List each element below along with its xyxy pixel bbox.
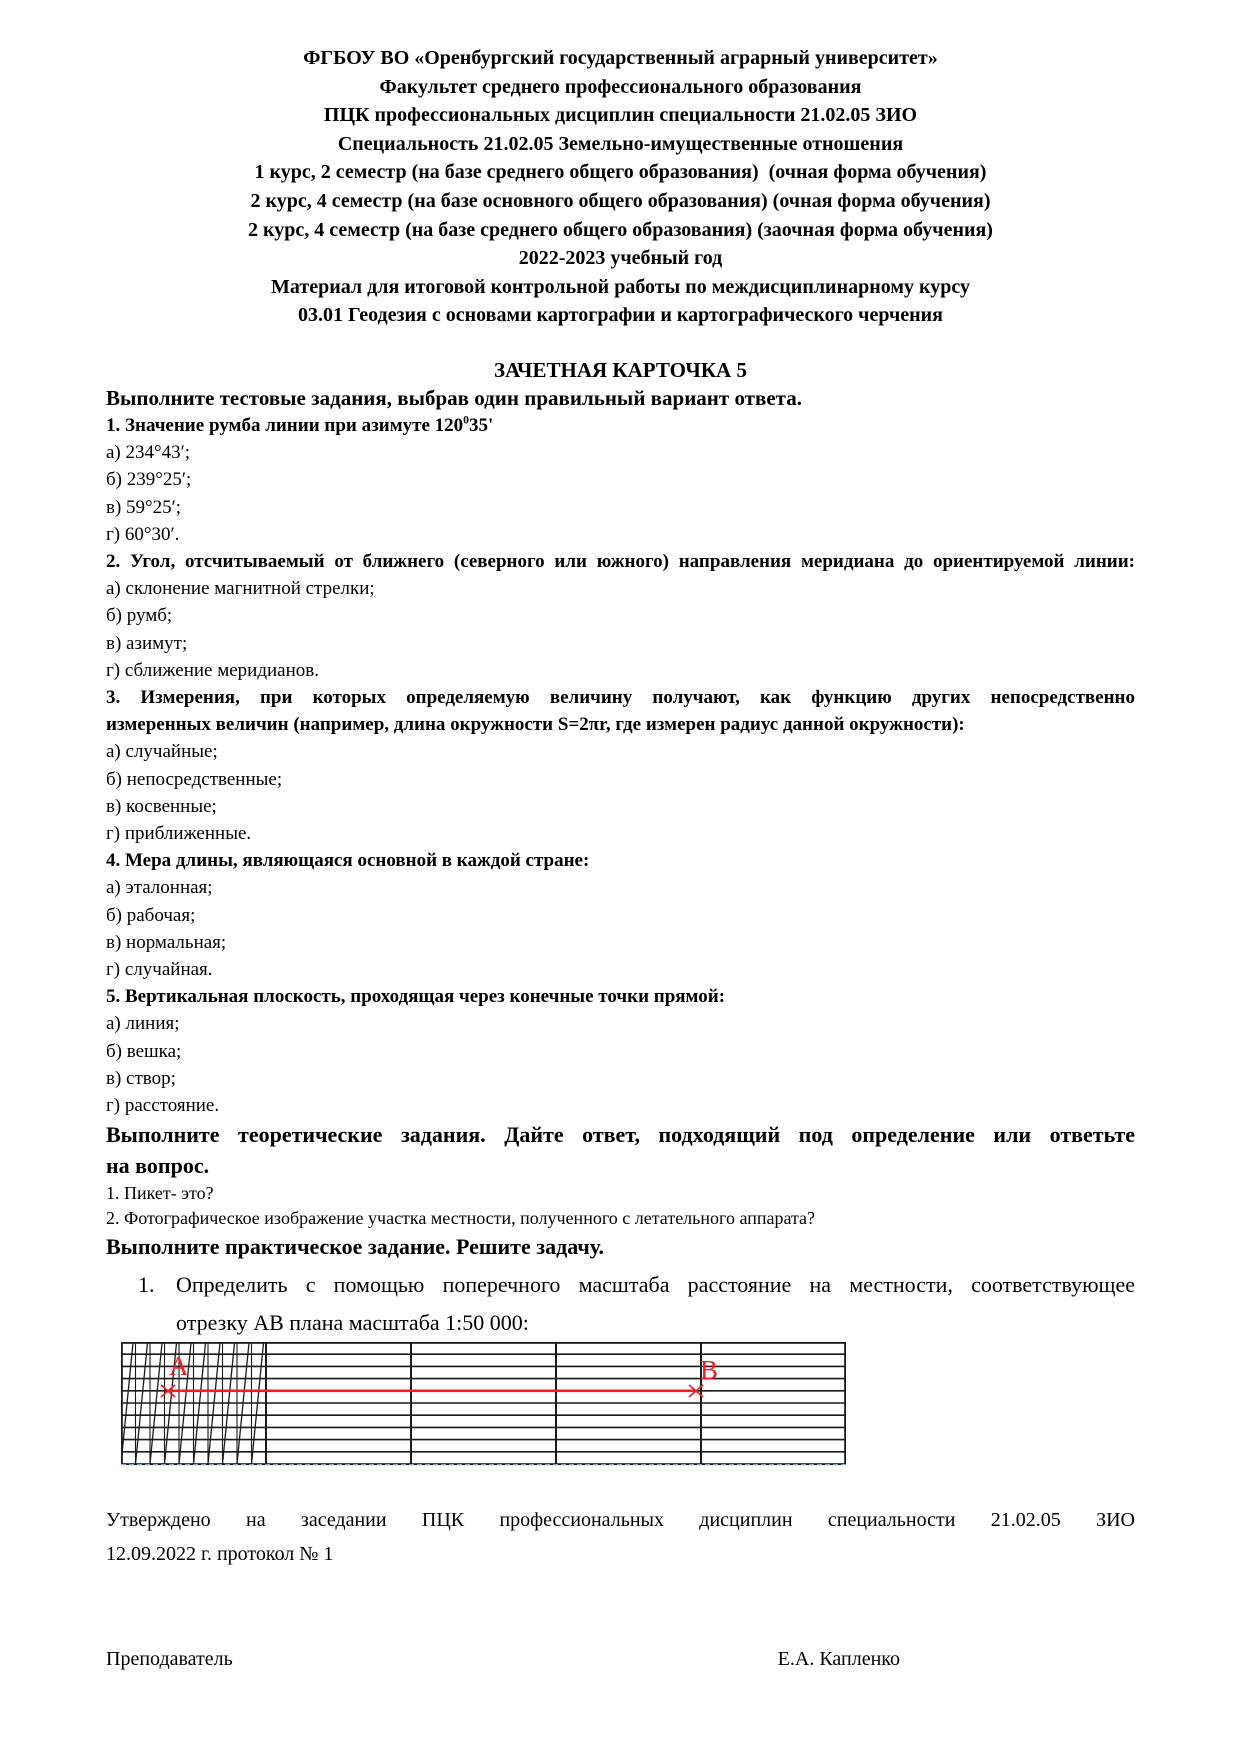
practical-item-line-1: Определить с помощью поперечного масштаба расстояние на местности, соответствующее [176, 1272, 1135, 1298]
practical-item-line-2: отрезку АВ плана масштаба 1:50 000: [176, 1310, 529, 1336]
point-b-label: В [700, 1355, 719, 1386]
question-2-text: 2. Угол, отсчитываемый от ближнего (северного или южного) направления меридиана до ориентируемой линии: [106, 550, 1135, 572]
question-5-text: 5. Вертикальная плоскость, проходящая через конечные точки прямой: [106, 986, 726, 1008]
question-4-text: 4. Мера длины, являющаяся основной в каждой стране: [106, 850, 590, 872]
header-line-year: 2022-2023 учебный год [518, 247, 723, 270]
question-2-option-a: а) склонение магнитной стрелки; [106, 578, 375, 600]
theory-question-1: 1. Пикет- это? [106, 1183, 214, 1204]
question-1-text-after: 35' [469, 414, 494, 436]
question-2-option-v: в) азимут; [106, 632, 188, 654]
transverse-scale-diagram [121, 1342, 1135, 1471]
approval-note [106, 1503, 1135, 1571]
question-3-text [106, 684, 1135, 738]
question-3-line-2: измеренных величин (например, длина окружности S=2πr, где измерен радиус данной окружности): [106, 714, 965, 736]
header-line-university: ФГБОУ ВО «Оренбургский государственный аграрный университет» [303, 47, 938, 69]
segment-ab [161, 1385, 703, 1397]
question-3-option-a: а) случайные; [106, 741, 218, 763]
signature-row [106, 1646, 1135, 1672]
question-1-option-v: в) 59°25′; [106, 496, 182, 518]
diagram-horizontal-lines [122, 1354, 845, 1452]
header-line-material: Материал для итоговой контрольной работы по междисциплинарному курсу [271, 275, 970, 298]
question-1-text-before: 1. Значение румба линии при азимуте 120 [106, 414, 464, 436]
teacher-name: Е.А. Капленко [777, 1648, 900, 1671]
header-line-course-1: 1 курс, 2 семестр (на базе среднего общего образования) (очная форма обучения) [254, 161, 987, 184]
practical-task-item [138, 1266, 1135, 1342]
header-line-speciality: Специальность 21.02.05 Земельно-имущественные отношения [337, 132, 904, 155]
question-1-option-a: а) 234°43′; [106, 442, 191, 464]
question-5-option-v: в) створ; [106, 1067, 176, 1089]
header-line-course-2: 2 курс, 4 семестр (на базе основного общего образования) (очная форма обучения) [250, 189, 991, 212]
question-4-option-a: а) эталонная; [106, 877, 213, 899]
theory-section-heading [106, 1119, 1135, 1181]
header-line-pck: ПЦК профессиональных дисциплин специальности 21.02.05 ЗИО [323, 104, 918, 127]
question-4-option-v: в) нормальная; [106, 931, 227, 953]
test-section-heading: Выполните тестовые задания, выбрав один правильный вариант ответа. [106, 385, 802, 410]
question-3-option-v: в) косвенные; [106, 795, 217, 817]
question-4-option-g: г) случайная. [106, 959, 213, 980]
question-1-superscript: 0 [463, 413, 470, 427]
theory-heading-line-2: на вопрос. [106, 1153, 210, 1179]
question-3-line-1: 3. Измерения, при которых определяемую величину получают, как функцию других непосредственно [106, 686, 1135, 708]
header-line-course-3: 2 курс, 4 семестр (на базе среднего общего образования) (заочная форма обучения) [248, 218, 993, 241]
practical-section-heading: Выполните практическое задание. Решите задачу. [106, 1234, 605, 1260]
document-header [106, 44, 1135, 330]
approval-line-2: 12.09.2022 г. протокол № 1 [106, 1543, 334, 1566]
question-3-option-g: г) приближенные. [106, 822, 252, 844]
point-a-label: А [169, 1351, 189, 1382]
theory-question-2: 2. Фотографическое изображение участка местности, полученного с летательного аппарата? [106, 1208, 816, 1229]
question-2-option-b: б) румб; [106, 605, 173, 627]
question-2-option-g: г) сближение меридианов. [106, 659, 319, 681]
question-3-option-b: б) непосредственные; [106, 768, 283, 790]
teacher-label: Преподаватель [106, 1648, 233, 1671]
header-line-faculty: Факультет среднего профессионального образования [379, 75, 862, 98]
card-title: ЗАЧЕТНАЯ КАРТОЧКА 5 [494, 357, 747, 382]
question-1-text [106, 412, 1135, 439]
question-5-option-a: а) линия; [106, 1013, 180, 1035]
approval-line-1: Утверждено на заседании ПЦК профессиональных дисциплин специальности 21.02.05 ЗИО [106, 1509, 1135, 1532]
question-5-option-g: г) расстояние. [106, 1095, 220, 1117]
question-1-option-g: г) 60°30′. [106, 523, 180, 545]
theory-heading-line-1: Выполните теоретические задания. Дайте ответ, подходящий под определение или ответьте [106, 1122, 1135, 1148]
question-5-option-b: б) вешка; [106, 1040, 182, 1062]
header-line-subject: 03.01 Геодезия с основами картографии и картографического черчения [298, 304, 943, 327]
question-1-option-b: б) 239°25′; [106, 469, 192, 491]
question-4-option-b: б) рабочая; [106, 904, 196, 926]
practical-item-number: 1. [138, 1272, 155, 1298]
